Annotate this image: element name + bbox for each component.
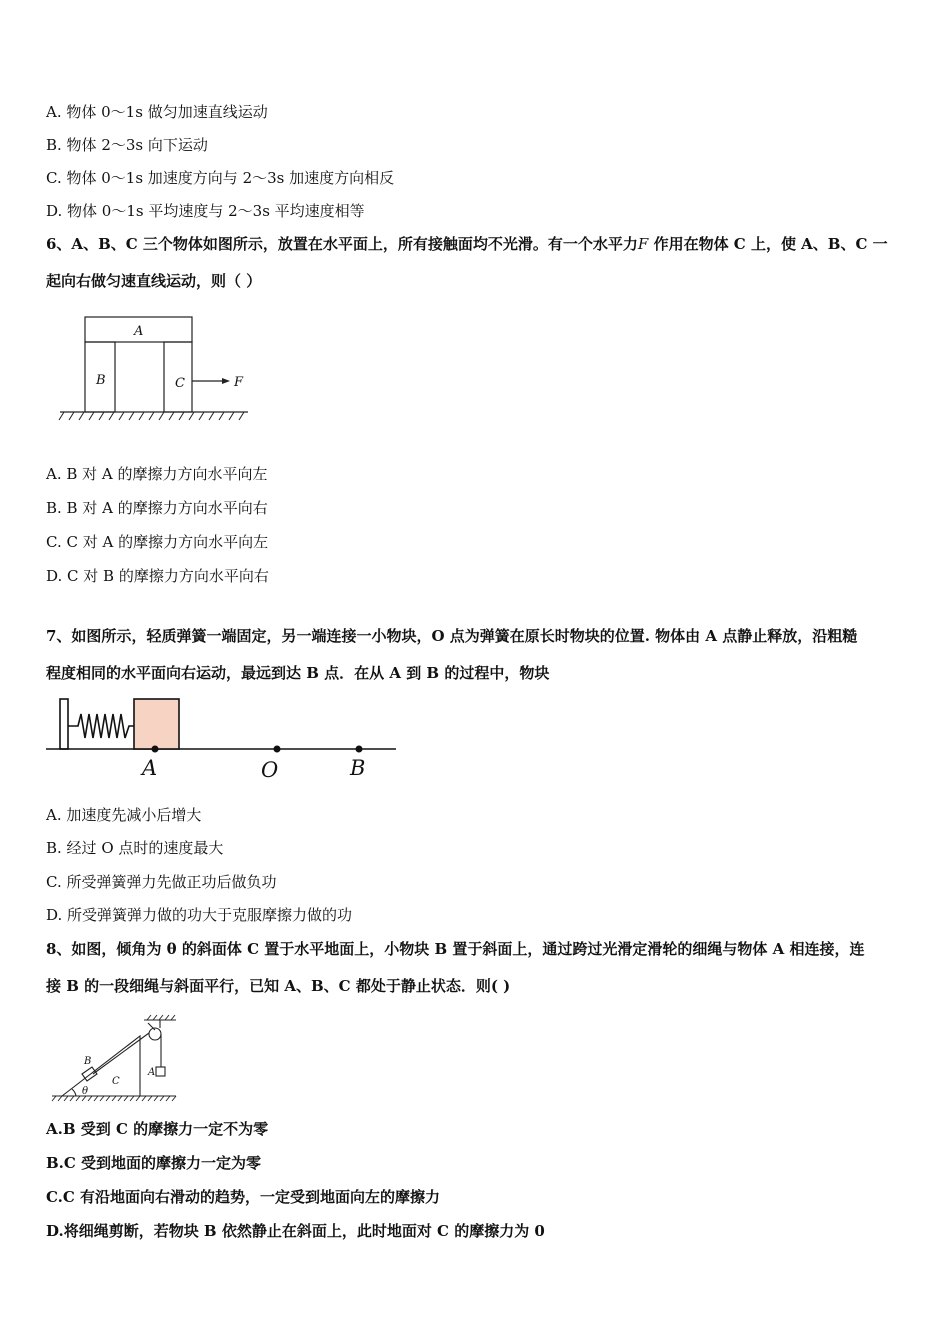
q7-stem-line2: 程度相同的水平面向右运动，最远到达 B 点．在从 A 到 B 的过程中，物块 (46, 664, 550, 682)
q7-point-o (274, 746, 281, 753)
q7-label-o: O (261, 758, 279, 782)
q7-label-a: A (142, 756, 158, 780)
q7-option-d: D. 所受弹簧弹力做的功大于克服摩擦力做的功 (46, 906, 353, 924)
q6-stem-part2: 作用在物体 C 上，使 A、B、C 一 (648, 235, 888, 253)
q7-point-b (356, 746, 363, 753)
q6-option-c: C. C 对 A 的摩擦力方向水平向左 (46, 533, 269, 551)
q6-label-b: B (96, 373, 106, 388)
q8-block-a (156, 1067, 165, 1076)
q6-option-a: A. B 对 A 的摩擦力方向水平向左 (46, 465, 268, 483)
q5-option-c: C. 物体 0～1s 加速度方向与 2～3s 加速度方向相反 (46, 169, 395, 187)
q8-label-b: B (84, 1056, 92, 1067)
q7-spring (68, 714, 134, 738)
q7-stem-line1: 7、如图所示，轻质弹簧一端固定，另一端连接一小物块，O 点为弹簧在原长时物块的位置. 物体由 A 点静止释放，沿粗糙 (46, 627, 858, 645)
q8-label-a: A (148, 1067, 156, 1078)
q7-block (134, 699, 179, 749)
q7-wall (60, 699, 68, 749)
q5-option-b: B. 物体 2～3s 向下运动 (46, 136, 208, 154)
q6-force-symbol: F (637, 235, 649, 253)
q7-option-c: C. 所受弹簧弹力先做正功后做负功 (46, 873, 277, 891)
q6-arrowhead-icon (222, 378, 230, 384)
q8-label-theta: θ (82, 1086, 89, 1097)
q5-option-a: A. 物体 0～1s 做匀加速直线运动 (46, 103, 268, 121)
q8-stem-line2: 接 B 的一段细绳与斜面平行，已知 A、B、C 都处于静止状态．则( ) (46, 977, 511, 995)
q6-figure (56, 310, 256, 425)
q6-label-a: A (134, 324, 144, 339)
q7-label-b: B (350, 756, 366, 780)
q6-stem-part1: 6、A、B、C 三个物体如图所示，放置在水平面上，所有接触面均不光滑。有一个水平力 (46, 235, 638, 253)
q6-stem-line1 (46, 234, 888, 254)
q8-label-c: C (112, 1076, 120, 1087)
q6-option-d: D. C 对 B 的摩擦力方向水平向右 (46, 567, 269, 585)
q8-stem-line1: 8、如图，倾角为 θ 的斜面体 C 置于水平地面上，小物块 B 置于斜面上，通过跨过光滑定滑轮的细绳与物体 A 相连接，连 (46, 940, 865, 958)
q6-label-c: C (175, 376, 185, 391)
q6-option-b: B. B 对 A 的摩擦力方向水平向右 (46, 499, 268, 517)
q7-point-a (152, 746, 159, 753)
q8-rope-incline (93, 1033, 149, 1074)
q7-figure (44, 693, 404, 788)
q6-label-f: F (234, 375, 244, 390)
q8-figure (48, 1012, 188, 1104)
q8-option-a: A.B 受到 C 的摩擦力一定不为零 (46, 1120, 269, 1138)
q5-option-d: D. 物体 0～1s 平均速度与 2～3s 平均速度相等 (46, 202, 365, 220)
q8-option-b: B.C 受到地面的摩擦力一定为零 (46, 1154, 262, 1172)
q7-option-b: B. 经过 O 点时的速度最大 (46, 839, 224, 857)
q8-option-d: D.将细绳剪断，若物块 B 依然静止在斜面上，此时地面对 C 的摩擦力为 0 (46, 1222, 545, 1240)
q8-incline (62, 1036, 140, 1096)
q6-stem-line2: 起向右做匀速直线运动，则（ ） (46, 272, 262, 290)
q7-option-a: A. 加速度先减小后增大 (46, 806, 202, 824)
q8-option-c: C.C 有沿地面向右滑动的趋势，一定受到地面向左的摩擦力 (46, 1188, 441, 1206)
